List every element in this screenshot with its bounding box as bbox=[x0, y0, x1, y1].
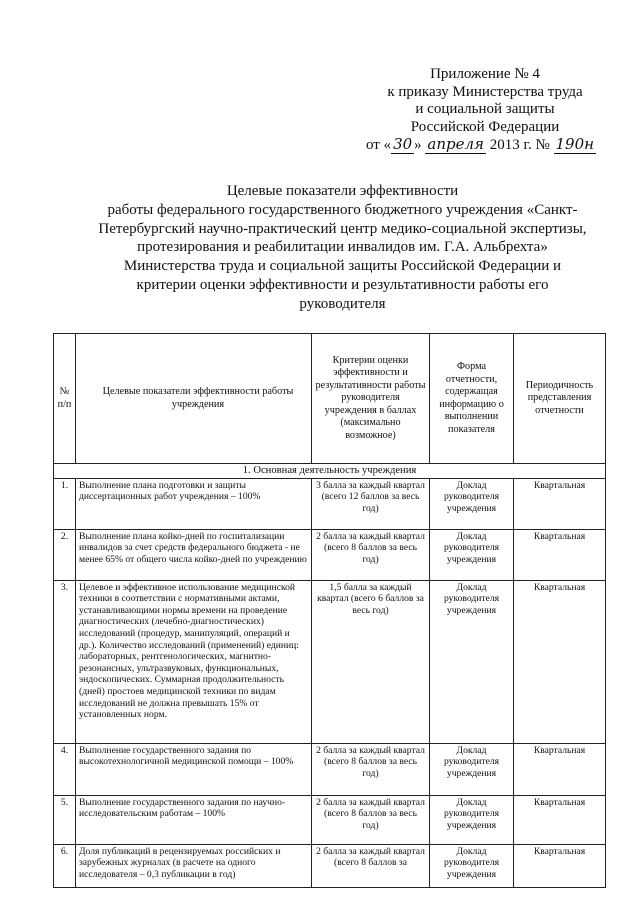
title-line: Министерства труда и социальной защиты Российской Федерации и bbox=[123, 258, 562, 275]
cell-form: Доклад руководителя учреждения bbox=[430, 795, 514, 844]
cell-indicator: Выполнение государственного задания по научно-исследовательским работам – 100% bbox=[76, 795, 312, 844]
cell-period: Квартальная bbox=[514, 795, 606, 844]
cell-num: 6. bbox=[54, 844, 76, 887]
cell-indicator: Выполнение плана подготовки и защиты диссертационных работ учреждения – 100% bbox=[76, 478, 312, 529]
header-indicator: Целевые показатели эффективности работы учреждения bbox=[76, 334, 312, 464]
cell-indicator: Выполнение плана койко-дней по госпитализации инвалидов за счет средств федерального бюджета - не менее 65% от общего числа койко-дней по учреждению bbox=[76, 529, 312, 580]
table-row bbox=[54, 743, 606, 795]
table-row bbox=[54, 529, 606, 580]
indicators-table bbox=[53, 333, 606, 888]
date-mid: » bbox=[414, 137, 422, 153]
handwritten-order-number: 190н bbox=[555, 135, 595, 153]
section-row bbox=[54, 464, 606, 479]
table-row bbox=[54, 478, 606, 529]
appendix-line: Российской Федерации bbox=[410, 118, 560, 135]
title-line: работы федерального государственного бюджетного учреждения «Санкт- bbox=[107, 201, 578, 218]
appendix-line: и социальной защиты bbox=[415, 101, 555, 117]
cell-criteria: 2 балла за каждый квартал (всего 8 баллов за весь год) bbox=[312, 529, 430, 580]
header-criteria: Критерии оценки эффективности и результативности работы руководителя учреждения в баллах (максимально возможное) bbox=[312, 334, 430, 464]
cell-form: Доклад руководителя учреждения bbox=[430, 844, 514, 887]
table-row bbox=[54, 580, 606, 743]
table-header-row bbox=[54, 334, 606, 464]
cell-criteria: 2 балла за каждый квартал (всего 8 баллов за bbox=[312, 844, 430, 887]
cell-criteria: 2 балла за каждый квартал (всего 8 баллов за весь год) bbox=[312, 795, 430, 844]
header-num: № п/п bbox=[54, 334, 76, 464]
cell-form: Доклад руководителя учреждения bbox=[430, 529, 514, 580]
table-row bbox=[54, 844, 606, 887]
cell-num: 1. bbox=[54, 478, 76, 529]
title-line: протезирования и реабилитации инвалидов им. Г.А. Альбрехта» bbox=[137, 239, 548, 256]
cell-indicator: Целевое и эффективное использование медицинской техники в соответствии с нормативными актами, устанавливающими нормы времени на проведение диагностических (лечебно-диагностических) исследований (процедур, манипуляций, операций и др.). Количество исследований (применений) единиц: лабораторных, рентгенологических, магнитно-резонансных, ультразвуковых, функциональных, эндоскопических. Суммарная продолжительность (дней) простоев медицинской техники по видам исследований не должна превышать 15% от установленных норм. bbox=[76, 580, 312, 743]
cell-form: Доклад руководителя учреждения bbox=[430, 743, 514, 795]
cell-period: Квартальная bbox=[514, 529, 606, 580]
cell-num: 5. bbox=[54, 795, 76, 844]
cell-criteria: 2 балла за каждый квартал (всего 8 баллов за весь год) bbox=[312, 743, 430, 795]
header-form: Форма отчетности, содержащая информацию о выполнении показателя bbox=[430, 334, 514, 464]
cell-period: Квартальная bbox=[514, 844, 606, 887]
order-date-line bbox=[352, 136, 610, 155]
appendix-line: Приложение № 4 bbox=[430, 66, 540, 82]
cell-criteria: 3 балла за каждый квартал (всего 12 баллов за весь год) bbox=[312, 478, 430, 529]
cell-form: Доклад руководителя учреждения bbox=[430, 478, 514, 529]
cell-form: Доклад руководителя учреждения bbox=[430, 580, 514, 743]
cell-indicator: Доля публикаций в рецензируемых российских и зарубежных журналах (в расчете на одного исследователя – 0,3 публикации в год) bbox=[76, 844, 312, 887]
date-prefix: от « bbox=[365, 137, 392, 153]
cell-num: 3. bbox=[54, 580, 76, 743]
cell-period: Квартальная bbox=[514, 743, 606, 795]
title-line: Целевые показатели эффективности bbox=[226, 183, 459, 199]
cell-period: Квартальная bbox=[514, 580, 606, 743]
cell-indicator: Выполнение государственного задания по высокотехнологичной медицинской помощи – 100% bbox=[76, 743, 312, 795]
header-period: Периодичность представления отчетности bbox=[514, 334, 606, 464]
title-line: критерии оценки эффективности и результативности работы его bbox=[136, 276, 549, 293]
section-title: 1. Основная деятельность учреждения bbox=[54, 464, 606, 479]
cell-num: 2. bbox=[54, 529, 76, 580]
appendix-header bbox=[360, 66, 610, 155]
date-year: 2013 г. № bbox=[489, 137, 550, 153]
cell-criteria: 1,5 балла за каждый квартал (всего 6 баллов за весь год) bbox=[312, 580, 430, 743]
appendix-line: к приказу Министерства труда bbox=[387, 83, 583, 100]
title-line: руководителя bbox=[299, 295, 386, 312]
cell-num: 4. bbox=[54, 743, 76, 795]
handwritten-day: 30 bbox=[393, 135, 413, 153]
document-title bbox=[80, 182, 605, 314]
table-row bbox=[54, 795, 606, 844]
handwritten-month: апреля bbox=[427, 135, 484, 153]
cell-period: Квартальная bbox=[514, 478, 606, 529]
title-line: Петербургский научно-практический центр медико-социальной экспертизы, bbox=[98, 220, 587, 237]
